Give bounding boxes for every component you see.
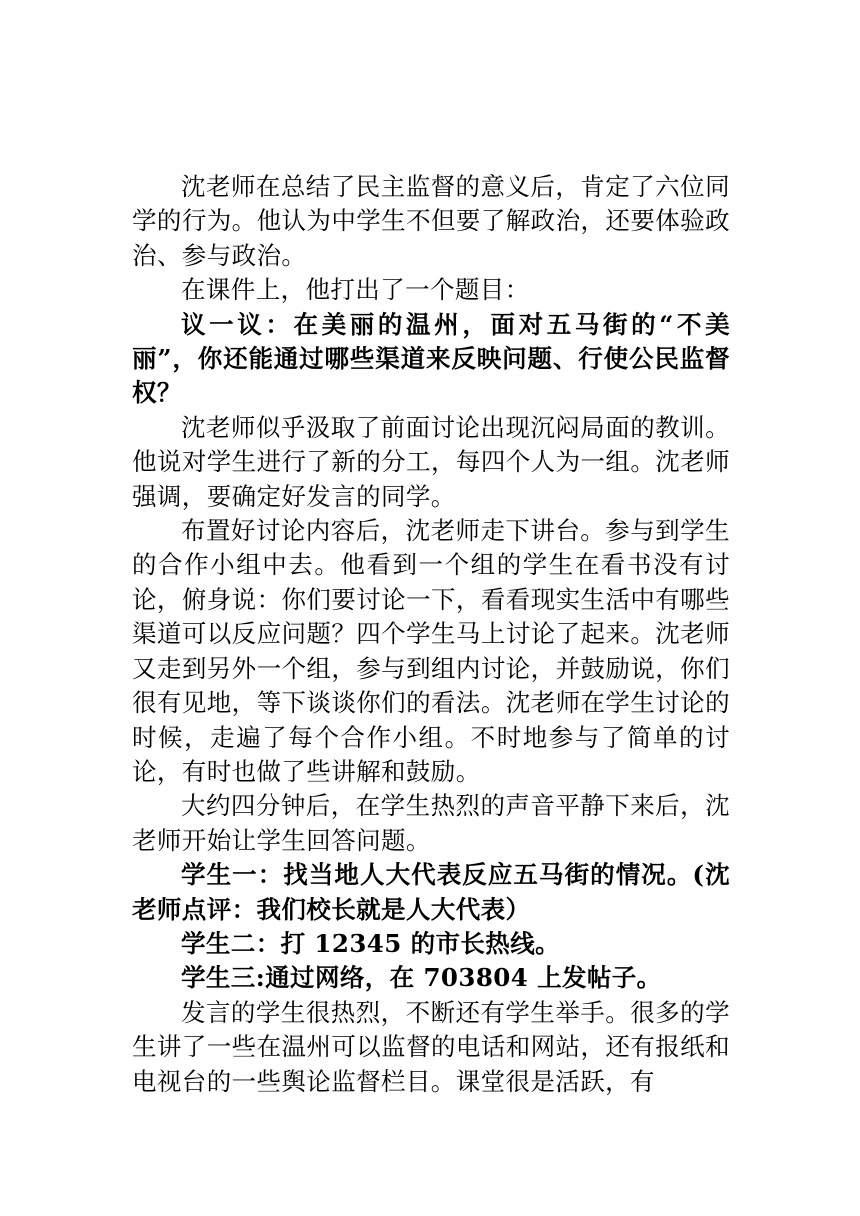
paragraph-group-division: 沈老师似乎汲取了前面讨论出现沉闷局面的教训。他说对学生进行了新的分工，每四个人为一组。沈老师强调，要确定好发言的同学。 bbox=[132, 412, 730, 511]
paragraph-student-three: 学生三:通过网络，在 703804 上发帖子。 bbox=[181, 963, 662, 993]
paragraph-summary: 沈老师在总结了民主监督的意义后，肯定了六位同学的行为。他认为中学生不但要了解政治，还要体验政治、参与政治。 bbox=[132, 172, 730, 270]
paragraph-discussion-question: 议一议：在美丽的温州，面对五马街的“不美丽”，你还能通过哪些渠道来反映问题、行使公民监督权？ bbox=[132, 309, 730, 408]
paragraph-teacher-walkaround: 布置好讨论内容后，沈老师走下讲台。参与到学生的合作小组中去。他看到一个组的学生在看书没有讨论，俯身说：你们要讨论一下，看看现实生活中有哪些渠道可以反应问题？四个学生马上讨论了起来。沈老师又走到另外一个组，参与到组内讨论，并鼓励说，你们很有见地，等下谈谈你们的看法。沈老师在学生讨论的时候，走遍了每个合作小组。不时地参与了简单的讨论，有时也做了些讲解和鼓励。 bbox=[132, 516, 730, 786]
paragraph-student-one: 学生一：找当地人大代表反应五马街的情况。(沈老师点评：我们校长就是人大代表） bbox=[132, 860, 730, 924]
paragraph-student-two: 学生二：打 12345 的市长热线。 bbox=[181, 928, 560, 958]
paragraph-classroom-atmosphere: 发言的学生很热烈，不断还有学生举手。很多的学生讲了一些在温州可以监督的电话和网站，还有报纸和电视台的一些舆论监督栏目。课堂很是活跃，有 bbox=[132, 997, 730, 1096]
document-page bbox=[132, 170, 730, 1099]
paragraph-courseware-intro: 在课件上，他打出了一个题目： bbox=[181, 275, 530, 305]
paragraph-answer-start: 大约四分钟后，在学生热烈的声音平静下来后，沈老师开始让学生回答问题。 bbox=[132, 791, 730, 855]
